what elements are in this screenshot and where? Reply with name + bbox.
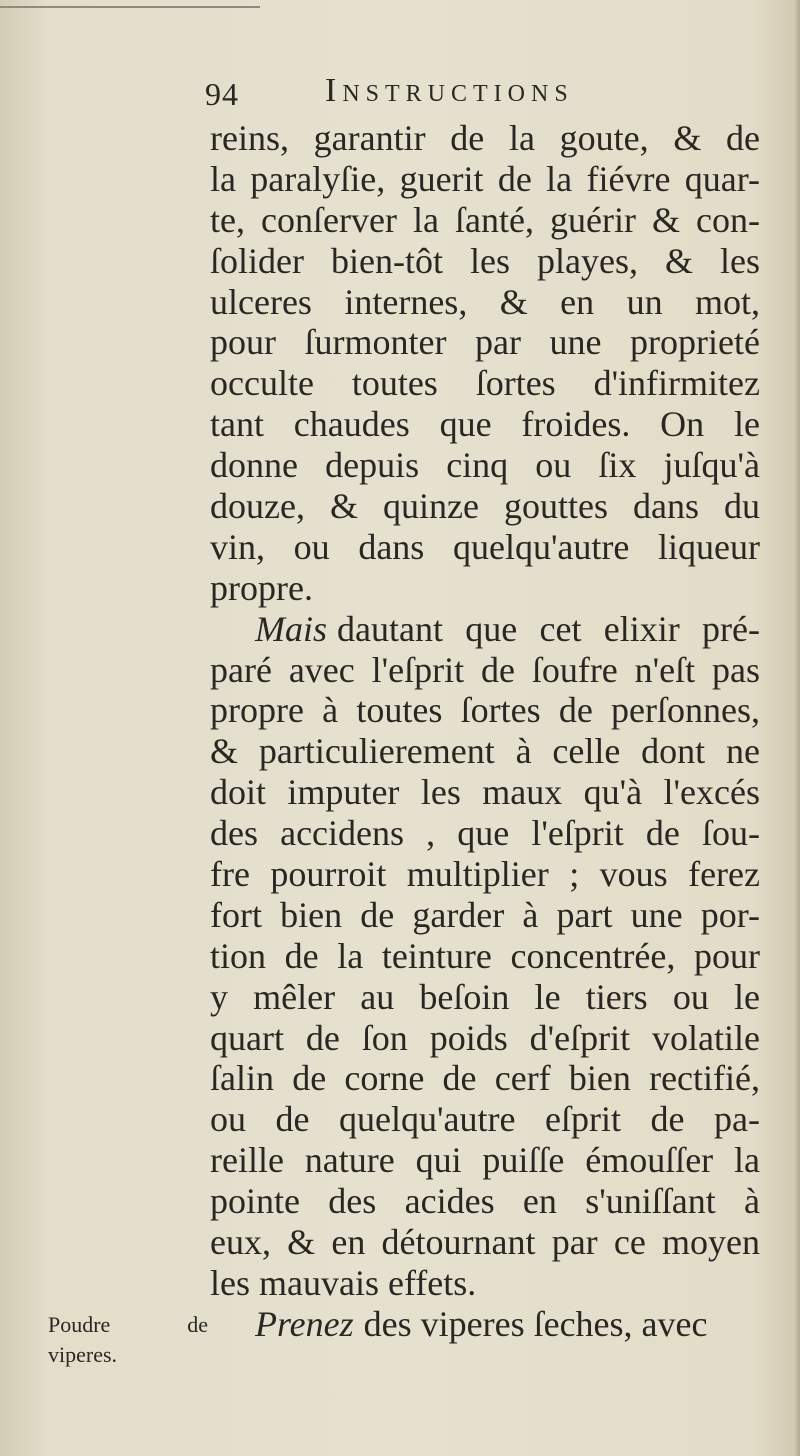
margin-note-line: Poudre de — [48, 1312, 208, 1337]
text-line: donne depuis cinq ou ſix juſqu'à — [210, 445, 760, 486]
margin-note — [48, 1310, 208, 1370]
text-line: doit imputer les maux qu'à l'excés — [210, 772, 760, 813]
paragraph-3-lead-word: Prenez — [255, 1303, 354, 1344]
paragraph-2-first-line — [210, 609, 760, 650]
paragraph-3-first-line-rest: des viperes ſeches, avec — [363, 1303, 708, 1344]
text-line: eux, & en détournant par ce moyen — [210, 1222, 760, 1263]
text-line: la paralyſie, guerit de la fiévre quar- — [210, 158, 760, 199]
text-line: douze, & quinze gouttes dans du — [210, 486, 760, 527]
text-line: ſalin de corne de cerf bien rectifié, — [210, 1058, 760, 1099]
text-line: ulceres internes, & en un mot, — [210, 281, 760, 322]
paragraph-3-first-line — [210, 1304, 760, 1345]
text-line: pointe des acides en s'uniſſant à — [210, 1181, 760, 1222]
page-edge-shadow — [794, 0, 800, 1456]
body-text — [210, 118, 760, 1345]
text-line: des accidens , que l'eſprit de ſou- — [210, 813, 760, 854]
paragraph-2-first-line-rest: dautant que cet elixir pré- — [337, 608, 760, 649]
running-title: Instructions — [325, 72, 574, 109]
text-line: te, conſerver la ſanté, guérir & con- — [210, 199, 760, 240]
margin-note-line: viperes. — [48, 1342, 118, 1367]
text-line: & particulierement à celle dont ne — [210, 731, 760, 772]
text-line: pour ſurmonter par une proprieté — [210, 322, 760, 363]
text-line: propre. — [210, 567, 313, 608]
text-line: occulte toutes ſortes d'infirmitez — [210, 363, 760, 404]
text-line: ou de quelqu'autre eſprit de pa- — [210, 1099, 760, 1140]
text-line: fre pourroit multiplier ; vous ferez — [210, 854, 760, 895]
text-line: y mêler au beſoin le tiers ou le — [210, 976, 760, 1017]
text-line: vin, ou dans quelqu'autre liqueur — [210, 526, 760, 567]
page-top-rule — [0, 0, 260, 8]
page-header — [205, 72, 765, 122]
text-line: paré avec l'eſprit de ſoufre n'eſt pas — [210, 649, 760, 690]
text-line: ſolider bien-tôt les playes, & les — [210, 240, 760, 281]
text-line: reille nature qui puiſſe émouſſer la — [210, 1140, 760, 1181]
paragraph-2-lead-word: Mais — [255, 608, 327, 649]
text-line: quart de ſon poids d'eſprit volatile — [210, 1017, 760, 1058]
text-line: reins, garantir de la goute, & de — [210, 118, 760, 158]
text-line: tant chaudes que froides. On le — [210, 404, 760, 445]
text-line: propre à toutes ſortes de perſonnes, — [210, 690, 760, 731]
text-line: les mauvais effets. — [210, 1262, 477, 1303]
page-number: 94 — [205, 76, 239, 112]
text-line: fort bien de garder à part une por- — [210, 894, 760, 935]
text-line: tion de la teinture concentrée, pour — [210, 935, 760, 976]
